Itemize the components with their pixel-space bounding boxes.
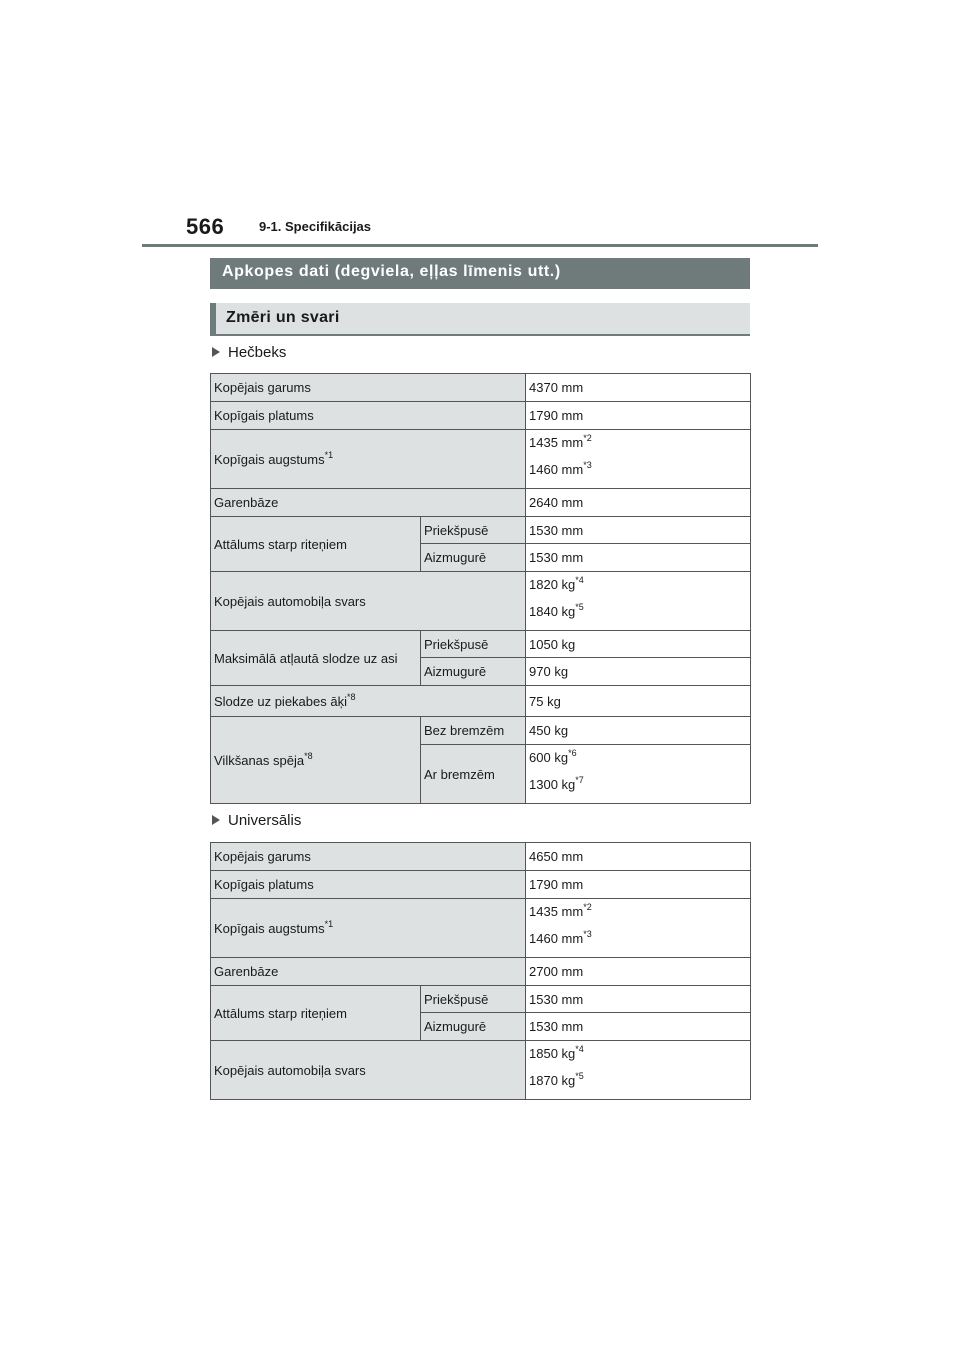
cell-value: 1790 mm <box>526 402 751 430</box>
table-row <box>211 631 751 658</box>
variant-label: Hečbeks <box>228 344 287 361</box>
cell-label: Kopējais garums <box>211 374 526 402</box>
cell-label: Kopējais automobiļa svars <box>211 1041 526 1100</box>
wagon-spec-table <box>210 842 751 1100</box>
table-row <box>211 374 751 402</box>
table-row <box>211 489 751 517</box>
table-row <box>211 686 751 717</box>
section-title: 9-1. Specifikācijas <box>259 219 372 234</box>
footnote-ref: *6 <box>568 748 577 758</box>
triangle-bullet-icon <box>212 347 220 357</box>
header-divider <box>142 244 818 247</box>
table-row <box>211 871 751 899</box>
footnote-ref: *7 <box>575 775 584 785</box>
cell-value: 2640 mm <box>526 489 751 517</box>
cell-label: Kopīgais augstums$^{*1}$ <box>211 430 526 489</box>
cell-sublabel: Ar bremzēm <box>421 745 526 804</box>
cell-sublabel: Aizmugurē <box>421 658 526 686</box>
cell-sublabel: Aizmugurē <box>421 544 526 572</box>
footnote-ref: *5 <box>575 1071 584 1081</box>
cell-label: Garenbāze <box>211 489 526 517</box>
cell-sublabel: Priekšpusē <box>421 631 526 658</box>
cell-value: 450 kg <box>526 717 751 745</box>
cell-value: 1850 $kg^{*4}$ 1870 $kg^{*5}$ <box>526 1041 751 1100</box>
footnote-ref: *1 <box>324 918 334 929</box>
cell-label: Maksimālā atļautā slodze uz asi <box>211 631 421 686</box>
variant-heading-hatchback <box>212 344 286 361</box>
cell-value: 4650 mm <box>526 843 751 871</box>
cell-value: 1530 mm <box>526 517 751 544</box>
cell-value: 600 $kg^{*6}$ 1300 $kg^{*7}$ <box>526 745 751 804</box>
table-row <box>211 717 751 745</box>
cell-label: Slodze uz piekabes āķi$^{*8}$ <box>211 686 526 717</box>
table-row <box>211 958 751 986</box>
table-row <box>211 1041 751 1100</box>
cell-label: Kopīgais augstums$^{*1}$ <box>211 899 526 958</box>
page-number: 566 <box>186 214 225 239</box>
footnote-ref: *2 <box>583 433 592 443</box>
cell-sublabel: Bez bremzēm <box>421 717 526 745</box>
cell-value: 1820 $kg^{*4}$ 1840 $kg^{*5}$ <box>526 572 751 631</box>
cell-value: 1530 mm <box>526 544 751 572</box>
table-row <box>211 517 751 544</box>
table-row <box>211 843 751 871</box>
cell-value: 1435 $mm^{*2}$ 1460 $mm^{*3}$ <box>526 899 751 958</box>
cell-value: 2700 mm <box>526 958 751 986</box>
cell-value: 75 kg <box>526 686 751 717</box>
cell-value: 1050 kg <box>526 631 751 658</box>
cell-label: Attālums starp riteņiem <box>211 517 421 572</box>
main-heading-banner: Apkopes dati (degviela, eļļas līmenis utt.) <box>210 258 750 289</box>
subheading-banner: Zmēri un svari <box>210 303 750 336</box>
cell-value: 1435 $mm^{*2}$ 1460 $mm^{*3}$ <box>526 430 751 489</box>
cell-sublabel: Aizmugurē <box>421 1013 526 1041</box>
footnote-ref: *8 <box>346 691 356 702</box>
footnote-ref: *4 <box>575 1044 584 1054</box>
footnote-ref: *8 <box>304 750 313 761</box>
cell-label: Garenbāze <box>211 958 526 986</box>
table-row <box>211 572 751 631</box>
cell-label: Kopējais automobiļa svars <box>211 572 526 631</box>
cell-label: Kopīgais platums <box>211 402 526 430</box>
footnote-ref: *2 <box>583 902 592 912</box>
triangle-bullet-icon <box>212 815 220 825</box>
variant-heading-wagon <box>212 812 301 829</box>
cell-value: 1790 mm <box>526 871 751 899</box>
cell-value: 1530 mm <box>526 986 751 1013</box>
table-row <box>211 430 751 489</box>
table-row <box>211 402 751 430</box>
cell-sublabel: Priekšpusē <box>421 517 526 544</box>
footnote-ref: *3 <box>583 929 592 939</box>
cell-value: 970 kg <box>526 658 751 686</box>
cell-label: Vilkšanas spēja$^{*8}$ <box>211 717 421 804</box>
cell-sublabel: Priekšpusē <box>421 986 526 1013</box>
cell-value: 4370 mm <box>526 374 751 402</box>
footnote-ref: *3 <box>583 460 592 470</box>
cell-label: Kopējais garums <box>211 843 526 871</box>
cell-label: Attālums starp riteņiem <box>211 986 421 1041</box>
table-row <box>211 986 751 1013</box>
footnote-ref: *5 <box>575 602 584 612</box>
footnote-ref: *1 <box>324 449 334 460</box>
cell-label: Kopīgais platums <box>211 871 526 899</box>
variant-label: Universālis <box>228 812 302 829</box>
footnote-ref: *4 <box>575 575 584 585</box>
table-row <box>211 899 751 958</box>
cell-value: 1530 mm <box>526 1013 751 1041</box>
hatchback-spec-table <box>210 373 751 804</box>
